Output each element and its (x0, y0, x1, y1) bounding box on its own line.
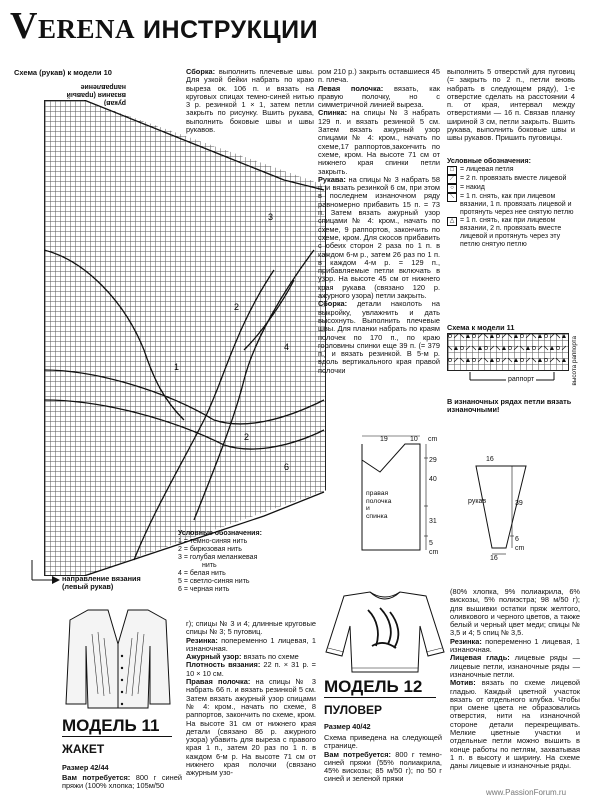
stitch-symbol (460, 358, 464, 362)
model11-materials (62, 774, 182, 791)
paragraph-text: 22 п. × 31 р. = 10 × 10 см. (186, 660, 316, 678)
symbol-legend-text: = лицевая петля (460, 166, 514, 173)
paragraph-text: выполнить плечевые швы. Для узкой бейки набрать по краю выреза ок. 106 п. и вязать на круговых спицах темно-синей нитью 3 р. резинкой 1 × 1, затем петли закрыть по рисунку. Вшить рукава, выполнить боковые швы и швы рукавов. (186, 67, 314, 135)
sleeve-dim-cm: cm (515, 545, 525, 552)
paragraph-text: лицевые ряды — лицевые петли, изнаночные ряды — изнаночные петли. (450, 653, 580, 679)
stitch-symbol (550, 346, 554, 350)
color-legend (178, 530, 318, 594)
symbol-legend-item (447, 184, 579, 193)
jacket-label-line-2: полочка (366, 497, 392, 505)
model12-size: Размер 40/42 (324, 722, 371, 731)
brand-name: Verena (10, 5, 135, 47)
jacket-piece-label (366, 490, 391, 520)
jacket-dim-top-19: 19 (380, 436, 388, 443)
stitch-symbol (484, 358, 488, 362)
mark-4: 4 (284, 342, 290, 352)
page-title: ИНСТРУКЦИИ (142, 16, 319, 44)
stitch-symbol (526, 358, 530, 362)
symbols-legend-items (447, 166, 579, 249)
stitch-symbol (454, 346, 458, 350)
motif-line-3 (44, 370, 324, 424)
watermark: www.PassionForum.ru (486, 788, 567, 797)
stitch-symbol (532, 334, 536, 338)
skp-icon: ⟍ (447, 193, 457, 202)
paragraph-text: ром 210 р.) закрыть оставшиеся 45 п. плеча. (318, 67, 440, 85)
stitch-symbol (520, 334, 523, 337)
paragraph-heading: Резинка: (450, 636, 482, 646)
jacket-dim-top-10: 10 (410, 436, 418, 443)
stitch-symbol (448, 346, 452, 350)
paragraph-heading: Спинка: (318, 108, 348, 118)
paragraph (324, 734, 442, 751)
stitch-symbol (526, 334, 530, 338)
paragraph-text: Схема приведена на следующей странице. (324, 733, 442, 751)
symbol-legend-item (447, 175, 579, 184)
jacket-label-line-3: и (366, 505, 370, 512)
k2tog-icon: ⟋ (447, 175, 457, 184)
symbols-legend (447, 158, 579, 249)
text-model11-body (186, 620, 316, 778)
stitch-symbol (466, 346, 470, 350)
sleeve-dim-39: 39 (515, 500, 523, 507)
paragraph (450, 679, 580, 770)
stitch-symbol (544, 358, 547, 361)
jacket-dim-5: 5 (429, 540, 433, 547)
sweater-illustration (324, 590, 446, 674)
paragraph-heading: Ажурный узор: (186, 652, 242, 662)
paragraph (450, 638, 580, 655)
stitch-symbol (478, 334, 482, 338)
paragraph (450, 588, 580, 638)
symbols-legend-title: Условные обозначения: (447, 158, 531, 165)
paragraph (186, 68, 314, 134)
paragraph-heading: Правая полочка: (186, 677, 251, 687)
stitch-symbol (496, 358, 499, 361)
sk2p-icon: △ (447, 217, 457, 226)
stitch-symbol (454, 334, 458, 338)
text-model11-finishing (447, 68, 575, 143)
paragraph-heading: Лицевая гладь: (450, 653, 510, 663)
mirror-label-line-2: вязания (правый (66, 91, 126, 98)
paragraph (186, 620, 316, 637)
stitch-symbol (520, 358, 523, 361)
stitch-symbol (556, 346, 559, 349)
stitch-symbol (466, 358, 470, 362)
schema11-note: В изнаночных рядах петли вязать изнаночными! (447, 397, 572, 415)
paragraph (447, 68, 575, 143)
stitch-symbol (556, 334, 560, 338)
model12-title: МОДЕЛЬ 12 (324, 677, 423, 696)
sleeve-chart-motif (44, 100, 326, 576)
stitch-symbol (490, 358, 494, 362)
direction-label-line-2: (левый рукав) (62, 582, 114, 591)
stitch-symbol (472, 346, 476, 350)
page-header (10, 4, 318, 48)
symbol-legend-text: = 1 п. снять, как при лицевом вязании, 1 п. провязать лицевой и протянуть через нее снятую петлю (460, 193, 574, 216)
stitch-symbol (508, 334, 512, 338)
direction-label-line-1: направление вязания (62, 574, 141, 583)
stitch-symbol (454, 358, 458, 362)
symbol-legend-text: = накид (460, 184, 485, 191)
stitch-symbol (484, 346, 487, 349)
jacket-sketch-illustration (58, 604, 178, 714)
stitch-symbol (478, 358, 482, 362)
model11-title: МОДЕЛЬ 11 (62, 716, 160, 735)
paragraph (318, 176, 440, 300)
paragraph (186, 637, 316, 654)
stitch-symbol (466, 334, 470, 338)
paragraph-text: детали наколоть на выкройку, увлажнить и дать высохнуть. Выполнить плечевые швы. Для планки набрать по краям полочек по 170 п., по краю горловины спинки еще 39 п. (= 379 п.) и вязать резинкой. В 5-м р. вдоль вертикального края правой полочки (318, 299, 440, 375)
paragraph-text: г); спицы № 3 и 4; длинные круговые спицы № 3; 5 пуговиц. (186, 619, 316, 637)
paragraph-text: попеременно 1 лицевая, 1 изнаночная. (186, 635, 316, 653)
color-legend-item: 2 = бирюзовая нить (178, 546, 242, 553)
jacket-dim-29: 29 (429, 457, 437, 464)
paragraph (318, 109, 440, 175)
schema11-symbols (447, 333, 569, 371)
color-legend-item: 6 = черная нить (178, 586, 230, 593)
paragraph-text: 800 г темно-синей пряжи (55% полиакрила, 45% вискозы; 85 м/50 г); по 50 г синей и зеленой пряжи (324, 749, 442, 784)
stitch-symbol (550, 334, 554, 338)
paragraph-text: вязать по схеме (241, 652, 299, 662)
stitch-symbol (532, 358, 536, 362)
jacket-dim-cm: cm (429, 549, 439, 556)
stitch-symbol (550, 358, 554, 362)
stitch-symbol (544, 346, 548, 350)
stitch-symbol (484, 334, 488, 338)
stitch-symbol (508, 358, 512, 362)
stitch-symbol (556, 358, 560, 362)
sleeve-dim-6: 6 (515, 536, 519, 543)
stitch-symbol (562, 334, 566, 338)
paragraph-text: выполнить 5 отверстий для пуговиц (= закрыть по 2 п., петли вновь набрать в следующем ряду), 1-е отверстие сделать на расстоянии 4 п. от края, интервал между отверстиями — 16 п. Связав планку шириной 3 см, петли закрыть. Вшить рукава, выполнить боковые швы и швы рукавов. Пришить пуговицы. (447, 67, 575, 143)
model11-size: Размер 42/44 (62, 763, 109, 772)
stitch-symbol (538, 334, 542, 338)
paragraph-heading: Мотив: (450, 678, 476, 688)
symbol-legend-text: = 2 п. провязать вместе лицевой (460, 175, 567, 182)
text-model12-body (450, 588, 580, 771)
motif-line-1 (194, 250, 314, 520)
model12-rule (324, 697, 436, 698)
paragraph (318, 300, 440, 375)
sleeve-piece-label: рукав (468, 498, 487, 505)
sleeve-chart-title: Схема (рукав) к модели 10 (14, 68, 112, 77)
paragraph (186, 661, 316, 678)
paragraph (186, 678, 316, 778)
paragraph-heading: Левая полочка: (318, 83, 384, 93)
paragraph-text: (80% хлопка, 9% полиакрила, 6% вискозы, 5% полиэстра; 98 м/50 г); для вышивки остатки пряж желтого, оливкового и черного цветов, а также белый и черный цвет меди; спицы № 3,5 и 4; 5 спиц № 3,5. (450, 587, 580, 638)
stitch-symbol (562, 358, 566, 362)
color-legend-items (178, 538, 318, 594)
sleeve-dim-top: 16 (486, 456, 494, 463)
paragraph-heading: Вам потребуется: (62, 773, 131, 782)
paragraph-heading: Рукава: (318, 174, 346, 184)
motif-line-2 (134, 270, 274, 560)
sleeve-dim-bottom: 16 (490, 555, 498, 562)
paragraph-text: на спицы № 3 набрать 58 п. и вязать резинкой 6 см, при этом в последнем изнаночном ряду равномерно прибавить 15 п. = 73 п. Затем вязать ажурный узор спицами № 4: кром., начать по схеме, 9 раппортов, закончить по схеме, кром. Для скосов прибавить с обеих сторон 2 раза по 1 п. в каждом 6-м р., затем 26 раз по 1 п. в каждом 4-м р. = 129 п., прибавляемые петли включать в узор. На высоте 45 см от нижнего края рукава (связано 120 р. ажурного узора) петли закрыть. (318, 174, 440, 301)
paragraph-text: 800 г синей пряжи (100% хлопка; 105м/50 (62, 773, 182, 791)
paragraph-heading: Сборка: (186, 67, 216, 76)
jacket-label-line-4: спинка (366, 512, 388, 520)
stitch-symbol (448, 334, 451, 337)
stitch-symbol (490, 346, 494, 350)
stitch-symbol (490, 334, 494, 338)
stitch-symbol (448, 358, 451, 361)
color-legend-item: нить (202, 562, 217, 569)
color-legend-item: 1 = темно-синяя нить (178, 538, 248, 545)
jacket-dim-top-cm: cm (428, 436, 438, 443)
mirror-label-line-3: рукав) (103, 99, 126, 106)
symbol-legend-item (447, 193, 579, 217)
symbol-legend-item (447, 166, 579, 175)
text-model11-instructions (318, 68, 440, 375)
stitch-symbol (562, 346, 566, 350)
paragraph-text: вязать по схеме лицевой гладью. Каждый цветной участок вязать от отдельного клубка. Чтобы при смене цвета не образовались отверстия, нити на изнаночной стороне детали перекрещивать. Мелкие цветные участки и отдельные петли можно вышить в конце работы по петлям, захватывая 1 п. в высоту и ширину. На схеме даны лицевые и изнаночные ряды. (450, 678, 580, 771)
jacket-dim-31: 31 (429, 518, 437, 525)
paragraph-text: на спицы № 3 набрать 66 п. и вязать резинкой 5 см. Затем вязать ажурный узор спицами № 4: кром., начать по схеме, 8 раппортов, закончить по схеме, кром. На высоте 31 см от нижнего края детали (связано 86 р. ажурного узора) убавить для выреза с правого края 1 п., затем 20 раз по 1 п. в каждом 6-м р. На высоте 71 см от нижнего края полочки (связано ажурным узо- (186, 677, 316, 778)
mark-3: 1 (174, 362, 180, 372)
stitch-symbol (514, 334, 518, 338)
schema11-chart (447, 333, 569, 371)
yarn-over-icon: ○ (447, 184, 457, 193)
mark-6: 6 (284, 462, 290, 472)
stitch-symbol (538, 358, 542, 362)
stitch-symbol (478, 346, 482, 350)
model12-name: ПУЛОВЕР (324, 703, 383, 717)
paragraph (324, 751, 442, 784)
motif-line-5 (44, 250, 184, 420)
rapport-label: раппорт (508, 376, 535, 383)
paragraph-heading: Сборка: (318, 299, 348, 309)
knit-stitch-icon: □ (447, 166, 457, 175)
stitch-symbol (514, 358, 518, 362)
text-assembly-model10 (186, 68, 314, 134)
mark-5: 2 (244, 432, 250, 442)
stitch-symbol (502, 334, 506, 338)
jacket-dim-40: 40 (429, 476, 437, 483)
stitch-symbol (526, 346, 530, 350)
schema11-side-label: высота раппорта (571, 336, 578, 386)
motif-line-4 (44, 400, 324, 449)
stitch-symbol (460, 334, 464, 338)
paragraph-heading: Вам потребуется: (324, 749, 392, 759)
direction-label (62, 575, 141, 591)
stitch-symbol (514, 346, 518, 350)
stitch-symbol (502, 346, 506, 350)
stitch-symbol (532, 346, 535, 349)
paragraph-heading: Плотность вязания: (186, 660, 261, 670)
paragraph-text: попеременно 1 лицевая, 1 изнаночная. (450, 636, 580, 655)
stitch-symbol (520, 346, 524, 350)
symbol-legend-item (447, 217, 579, 249)
symbol-legend-text: = 1 п. снять, как при лицевом вязании, 2 п. провязать вместе лицевой и протянуть через эту петлю снятую петлю (460, 217, 562, 248)
paragraph-text: на спицы № 3 набрать 129 п. и вязать резинкой 5 см. Затем вязать ажурный узор спицами № 4: кром., начать по схеме,17 раппортов,закончить по схеме, кром. На высоте 71 см от нижнего края спинки петли закрыть. (318, 108, 440, 176)
stitch-symbol (496, 334, 499, 337)
schema11-title: Схема к модели 11 (447, 323, 515, 332)
paragraph (318, 85, 440, 110)
color-legend-item: 4 = белая нить (178, 570, 226, 577)
color-legend-item: 3 = голубая меланжевая (178, 554, 258, 561)
paragraph-text: вязать, как правую полочку, но с симметричной линией выреза. (318, 83, 440, 110)
stitch-symbol (472, 334, 475, 337)
jacket-label-line-1: правая (366, 490, 389, 497)
model11-name: ЖАКЕТ (62, 742, 105, 756)
mark-1: 3 (268, 212, 274, 222)
mark-2: 2 (234, 302, 240, 312)
color-legend-title: Условные обозначения: (178, 530, 262, 537)
paragraph (450, 654, 580, 679)
sleeve-chart (44, 100, 326, 576)
stitch-symbol (460, 346, 463, 349)
model12-text (324, 734, 442, 784)
stitch-symbol (544, 334, 547, 337)
stitch-symbol (502, 358, 506, 362)
paragraph-heading: Резинка: (186, 635, 218, 645)
paragraph (318, 68, 440, 85)
stitch-symbol (508, 346, 511, 349)
stitch-symbol (496, 346, 500, 350)
mirror-label-line-1: направление (80, 83, 126, 90)
paragraph (62, 774, 182, 791)
model11-rule (62, 736, 172, 737)
stitch-symbol (538, 346, 542, 350)
color-legend-item: 5 = светло-синяя нить (178, 578, 250, 585)
stitch-symbol (472, 358, 475, 361)
